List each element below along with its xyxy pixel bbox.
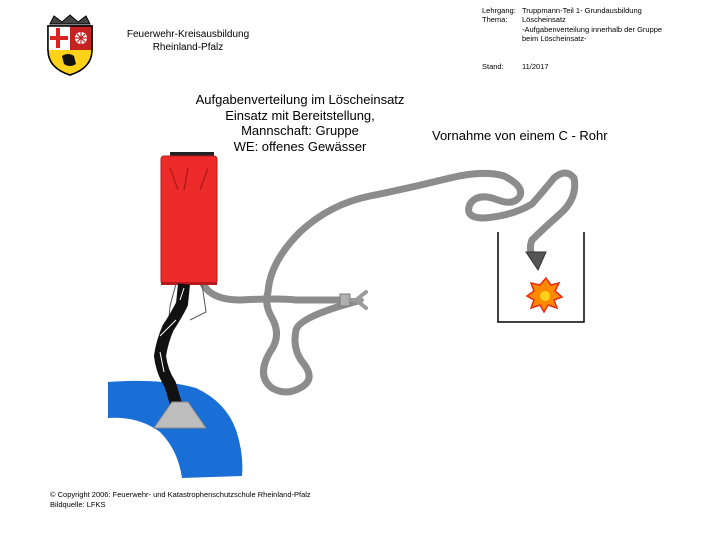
title-line-3: Mannschaft: Gruppe — [241, 123, 359, 138]
fire-engine — [161, 152, 217, 285]
meta-key: Lehrgang: — [482, 6, 516, 15]
image-source: Bildquelle: LFKS — [50, 499, 106, 509]
c-hose — [263, 173, 574, 392]
fire-icon — [527, 278, 562, 312]
meta-value: Löscheinsatz — [522, 15, 566, 25]
nozzle-icon — [526, 252, 546, 270]
copyright-text: © Copyright 2006: Feuerwehr- und Katastrophenschutzschule Rheinland-Pfalz — [50, 490, 311, 499]
slide-subtitle: Vornahme von einem C - Rohr — [432, 128, 608, 143]
meta-value: -Aufgabenverteilung innerhalb der Gruppe — [522, 24, 663, 34]
meta-value: 11/2017 — [522, 61, 549, 71]
title-line-2: Einsatz mit Bereitstellung, — [225, 107, 375, 123]
org-line-2: Rheinland-Pfalz — [152, 42, 224, 53]
meta-key: Thema: — [482, 15, 508, 25]
footer — [50, 490, 311, 509]
meta-key: Stand: — [482, 61, 504, 71]
title-line-4: WE: offenes Gewässer — [233, 138, 367, 154]
title-line-1: Aufgabenverteilung im Löscheinsatz — [195, 92, 405, 107]
meta-value: Truppmann-Teil 1- Grundausbildung — [522, 6, 642, 15]
org-line-1: Feuerwehr-Kreisausbildung — [126, 29, 250, 40]
meta-value: beim Löscheinsatz- — [522, 34, 587, 44]
fire-room — [498, 232, 584, 322]
